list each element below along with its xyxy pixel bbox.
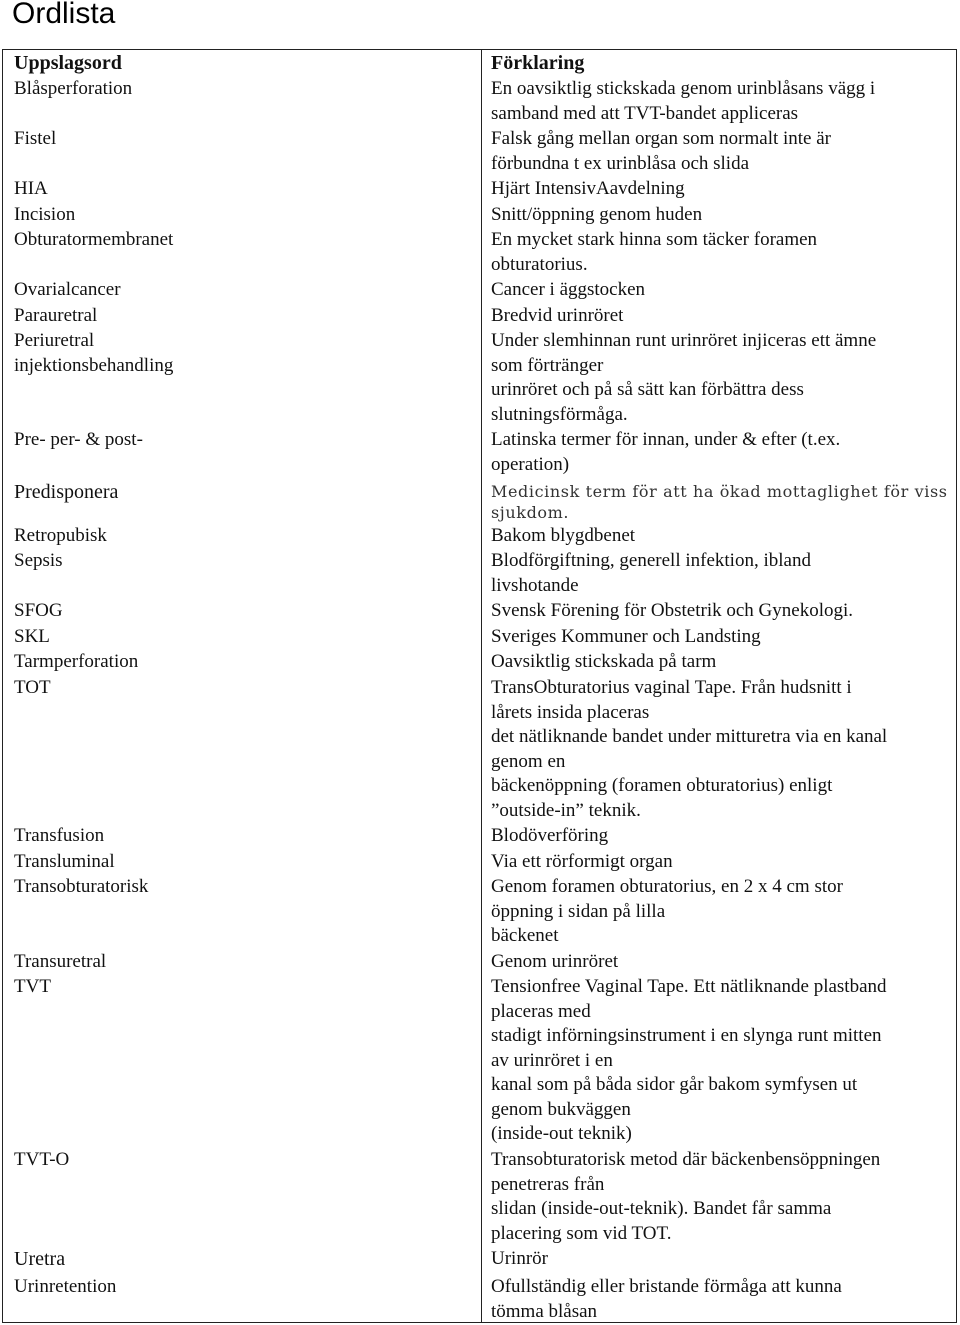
explanation: Blodförgiftning, generell infektion, ibland livshotande [491, 550, 811, 596]
explanation: Genom urinröret [491, 951, 619, 972]
term: Parauretral [14, 305, 98, 326]
term: HIA [14, 178, 48, 199]
explanation: Snitt/öppning genom huden [491, 204, 703, 225]
explanation: Genom foramen obturatorius, en 2 x 4 cm stor öppning i sidan på lilla bäckenet [491, 876, 843, 946]
explanation-column-header: Förklaring [491, 52, 585, 74]
page-title: Ordlista [12, 0, 116, 30]
explanation: En oavsiktlig stickskada genom urinblåsans vägg i samband med att TVT-bandet appliceras [491, 78, 876, 124]
term: Incision [14, 204, 76, 225]
explanation: Ofullständig eller bristande förmåga att kunna tömma blåsan [491, 1276, 842, 1322]
term: Obturatormembranet [14, 229, 174, 250]
term: Transuretral [14, 951, 107, 972]
term: TVT-O [14, 1149, 70, 1170]
explanation: Medicinsk term för att ha ökad mottaglighet för viss sjukdom. [491, 482, 948, 522]
explanation: Falsk gång mellan organ som normalt inte är förbundna t ex urinblåsa och slida [491, 128, 831, 174]
term: Periuretral injektionsbehandling [14, 330, 174, 376]
term: Fistel [14, 128, 57, 149]
term: SKL [14, 626, 50, 647]
glossary-table [2, 49, 957, 1323]
explanation: Transobturatorisk metod där bäckenbensöppningen penetreras från slidan (inside-out-teknik). Bandet får samma placering som vid TOT. [491, 1149, 881, 1244]
explanation: Bredvid urinröret [491, 305, 624, 326]
term: TOT [14, 677, 51, 698]
term: Pre- per- & post- [14, 429, 143, 450]
explanation: Latinska termer för innan, under & efter (t.ex. operation) [491, 429, 841, 475]
term: Urinretention [14, 1276, 117, 1297]
explanation: Bakom blygdbenet [491, 525, 636, 546]
explanation: Under slemhinnan runt urinröret injiceras ett ämne som förtränger urinröret och på så sätt kan förbättra dess slutningsförmåga. [491, 330, 877, 425]
term: SFOG [14, 600, 63, 621]
explanation: Oavsiktlig stickskada på tarm [491, 651, 717, 672]
term: Retropubisk [14, 525, 107, 546]
explanation: Blodöverföring [491, 825, 609, 846]
term: Ovarialcancer [14, 279, 121, 300]
term: TVT [14, 976, 51, 997]
term: Blåsperforation [14, 78, 133, 99]
term: Predisponera [14, 481, 119, 503]
explanation: TransObturatorius vaginal Tape. Från hudsnitt i lårets insida placeras det nätliknande bandet under mitturetra via en kanal genom en bäckenöppning (foramen obturatorius) enligt ”outside-in” teknik. [491, 677, 888, 821]
term: Transluminal [14, 851, 115, 872]
term-column-header: Uppslagsord [14, 52, 122, 74]
explanation: Sveriges Kommuner och Landsting [491, 626, 761, 647]
explanation: Tensionfree Vaginal Tape. Ett nätliknande plastband placeras med stadigt införningsinstrument i en slynga runt mitten av urinröret i en kanal som på båda sidor går bakom symfysen ut genom bukväggen (inside-out teknik) [491, 976, 887, 1144]
column-divider [481, 50, 482, 1322]
explanation: Svensk Förening för Obstetrik och Gynekologi. [491, 600, 854, 621]
explanation: Via ett rörformigt organ [491, 851, 673, 872]
explanation: Cancer i äggstocken [491, 279, 646, 300]
explanation: Hjärt IntensivAavdelning [491, 178, 685, 199]
term: Tarmperforation [14, 651, 139, 672]
term: Transobturatorisk [14, 876, 149, 897]
explanation: En mycket stark hinna som täcker foramen obturatorius. [491, 229, 818, 275]
explanation: Urinrör [491, 1248, 548, 1269]
term: Uretra [14, 1248, 66, 1270]
term: Sepsis [14, 550, 63, 571]
term: Transfusion [14, 825, 105, 846]
